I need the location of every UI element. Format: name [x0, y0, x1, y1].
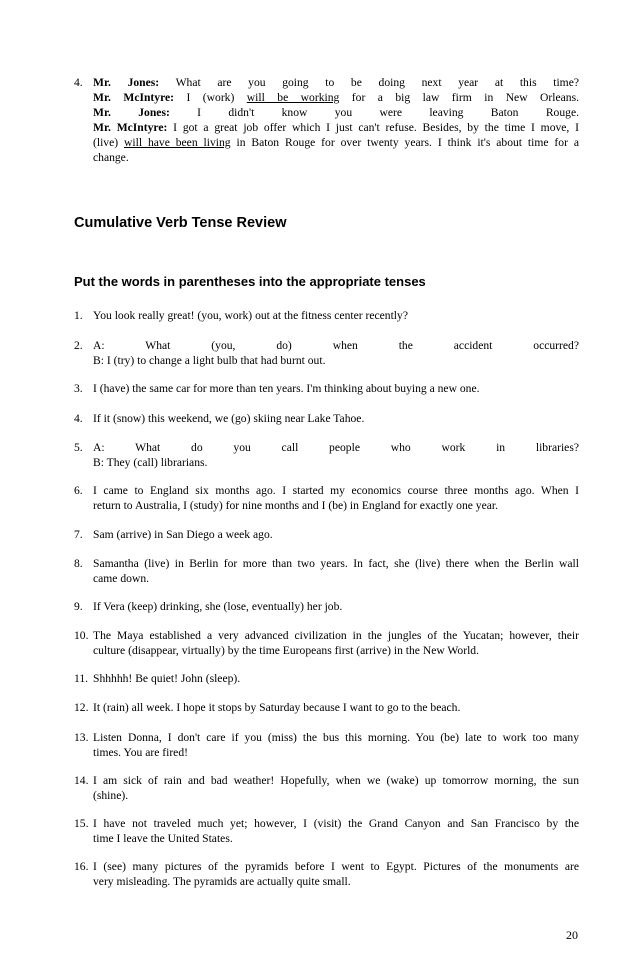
question-line: Sam (arrive) in San Diego a week ago. — [93, 528, 273, 541]
question-item — [74, 308, 579, 323]
section-title: Cumulative Verb Tense Review — [74, 215, 287, 231]
speaker-name: Mr. Jones: — [93, 106, 170, 119]
question-line: (shine). — [93, 789, 129, 802]
question-number: 9. — [74, 600, 83, 613]
question-line: times. You are fired! — [93, 746, 188, 759]
question-line: B: They (call) librarians. — [93, 456, 208, 469]
question-body — [93, 816, 579, 846]
question-number: 4. — [74, 412, 83, 425]
question-number: 15. — [74, 817, 89, 830]
question-item — [74, 859, 579, 889]
question-body — [93, 599, 579, 614]
dialogue-text: change. — [93, 151, 129, 164]
question-line: time I leave the United States. — [93, 832, 233, 845]
question-item — [74, 599, 579, 614]
question-line: I (see) many pictures of the pyramids before I went to Egypt. Pictures of the monuments are — [93, 860, 579, 873]
question-number: 1. — [74, 309, 83, 322]
question-item — [74, 700, 579, 715]
speaker-name: Mr. McIntyre: — [93, 91, 175, 104]
question-body — [93, 671, 579, 686]
dialogue-item — [74, 75, 579, 165]
dialogue-text: I got a great job offer which I just can't refuse. Besides, by the time I move, I — [167, 121, 579, 134]
question-line: The Maya established a very advanced civilization in the jungles of the Yucatan; however, their — [93, 629, 579, 642]
question-body — [93, 700, 579, 715]
question-line: return to Australia, I (study) for nine months and I (be) in England for exactly one year. — [93, 499, 499, 512]
dialogue-line — [93, 90, 579, 105]
dialogue-text: I (work) — [174, 91, 247, 104]
question-item — [74, 440, 579, 470]
question-body — [93, 308, 579, 323]
question-line: B: I (try) to change a light bulb that had burnt out. — [93, 354, 326, 367]
dialogue-number: 4. — [74, 76, 83, 89]
question-line: Shhhhh! Be quiet! John (sleep). — [93, 672, 241, 685]
question-line: A: What (you, do) when the accident occurred? — [93, 339, 579, 352]
question-item — [74, 483, 579, 513]
question-item — [74, 816, 579, 846]
question-number: 11. — [74, 672, 89, 685]
dialogue-text: I didn't know you were leaving Baton Rouge. — [169, 106, 579, 119]
dialogue-line — [93, 75, 579, 90]
question-body — [93, 338, 579, 368]
question-item — [74, 527, 579, 542]
speaker-name: Mr. McIntyre: — [93, 121, 168, 134]
dialogue-text: (live) — [93, 136, 125, 149]
question-number: 12. — [74, 701, 89, 714]
question-number: 16. — [74, 860, 89, 873]
dialogue-text: for a big law firm in New Orleans. — [339, 91, 579, 104]
question-item — [74, 671, 579, 686]
question-item — [74, 628, 579, 658]
question-body — [93, 773, 579, 803]
question-line: I have not traveled much yet; however, I (visit) the Grand Canyon and San Francisco by the — [93, 817, 579, 830]
question-number: 13. — [74, 731, 89, 744]
question-body — [93, 440, 579, 470]
question-item — [74, 773, 579, 803]
question-item — [74, 730, 579, 760]
question-body — [93, 527, 579, 542]
question-line: If Vera (keep) drinking, she (lose, eventually) her job. — [93, 600, 343, 613]
question-line: came down. — [93, 572, 150, 585]
question-body — [93, 859, 579, 889]
question-body — [93, 730, 579, 760]
question-body — [93, 556, 579, 586]
dialogue-line — [93, 150, 579, 165]
question-body — [93, 411, 579, 426]
question-body — [93, 483, 579, 513]
question-line: I (have) the same car for more than ten years. I'm thinking about buying a new one. — [93, 382, 480, 395]
question-line: Samantha (live) in Berlin for more than two years. In fact, she (live) there when the Berlin wall — [93, 557, 579, 570]
page-number: 20 — [566, 928, 578, 942]
answer-underlined: will be working — [246, 91, 340, 104]
question-number: 14. — [74, 774, 89, 787]
question-number: 7. — [74, 528, 83, 541]
question-line: It (rain) all week. I hope it stops by Saturday because I want to go to the beach. — [93, 701, 461, 714]
question-number: 8. — [74, 557, 83, 570]
question-item — [74, 381, 579, 396]
question-item — [74, 338, 579, 368]
question-number: 6. — [74, 484, 83, 497]
question-line: I came to England six months ago. I started my economics course three months ago. When I — [93, 484, 579, 497]
question-line: If it (snow) this weekend, we (go) skiing near Lake Tahoe. — [93, 412, 365, 425]
dialogue-line — [93, 120, 579, 135]
dialogue-body — [93, 75, 579, 165]
answer-underlined: will have been living — [124, 136, 231, 149]
question-body — [93, 381, 579, 396]
exercise-instruction: Put the words in parentheses into the appropriate tenses — [74, 274, 426, 289]
question-number: 5. — [74, 441, 83, 454]
question-item — [74, 411, 579, 426]
dialogue-line — [93, 105, 579, 120]
dialogue-text: in Baton Rouge for over twenty years. I think it's about time for a — [230, 136, 579, 149]
dialogue-text: What are you going to be doing next year at this time? — [159, 76, 579, 89]
question-line: Listen Donna, I don't care if you (miss) the bus this morning. You (be) late to work too many — [93, 731, 579, 744]
question-line: culture (disappear, virtually) by the time Europeans first (arrive) in the New World. — [93, 644, 480, 657]
question-body — [93, 628, 579, 658]
question-number: 2. — [74, 339, 83, 352]
question-item — [74, 556, 579, 586]
speaker-name: Mr. Jones: — [93, 76, 160, 89]
question-line: very misleading. The pyramids are actually quite small. — [93, 875, 351, 888]
question-line: A: What do you call people who work in libraries? — [93, 441, 579, 454]
question-line: You look really great! (you, work) out at the fitness center recently? — [93, 309, 408, 322]
question-number: 3. — [74, 382, 83, 395]
question-number: 10. — [74, 629, 89, 642]
dialogue-line — [93, 135, 579, 150]
question-line: I am sick of rain and bad weather! Hopefully, when we (wake) up tomorrow morning, the sun — [93, 774, 579, 787]
